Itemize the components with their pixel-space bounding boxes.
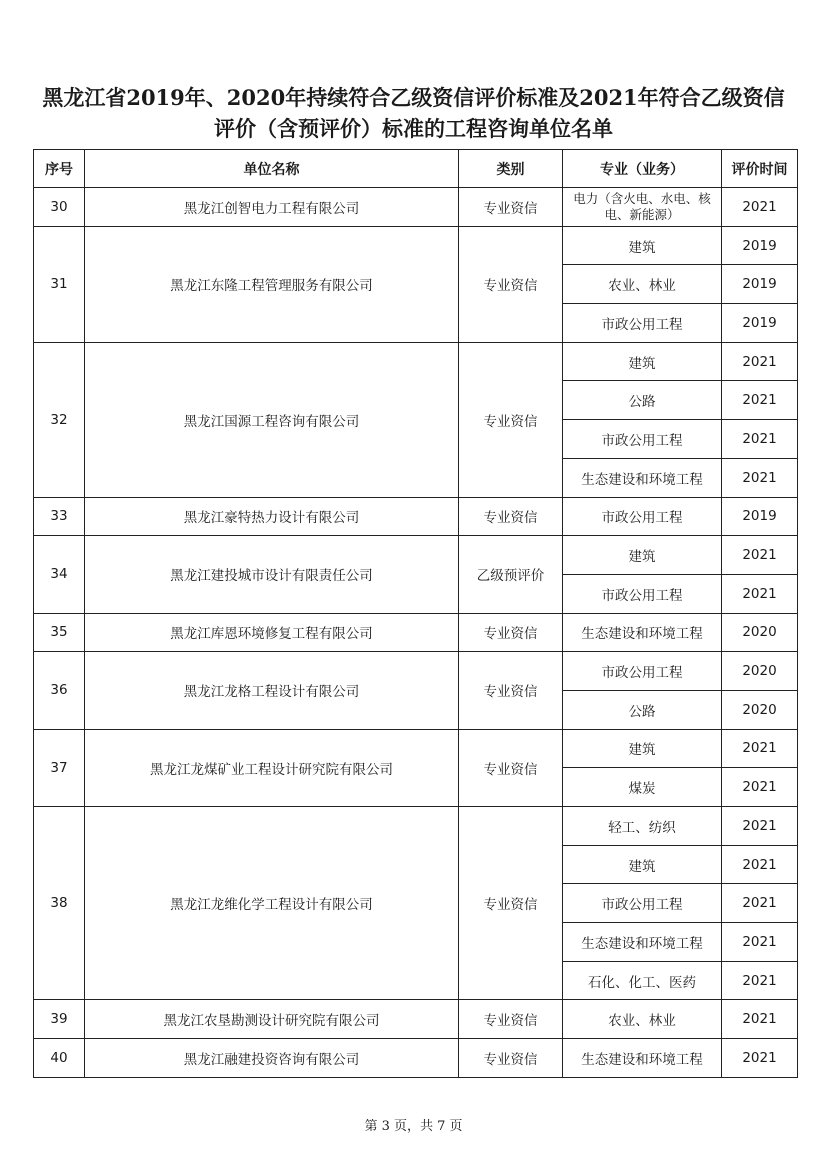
table-row — [34, 1039, 798, 1078]
cell-major: 市政公用工程 — [563, 652, 722, 691]
table-row — [34, 497, 798, 536]
cell-unit-name: 黑龙江融建投资咨询有限公司 — [85, 1039, 459, 1078]
cell-no: 37 — [34, 729, 85, 806]
table-header-row — [34, 150, 798, 188]
cell-major: 公路 — [563, 381, 722, 420]
cell-major: 生态建设和环境工程 — [563, 1039, 722, 1078]
table-row — [34, 188, 798, 227]
cell-year: 2021 — [722, 574, 798, 613]
cell-year: 2019 — [722, 226, 798, 265]
cell-year: 2021 — [722, 381, 798, 420]
table-body — [34, 188, 798, 1078]
cell-no: 39 — [34, 1000, 85, 1039]
cell-unit-name: 黑龙江东隆工程管理服务有限公司 — [85, 226, 459, 342]
cell-major: 生态建设和环境工程 — [563, 613, 722, 652]
cell-unit-name: 黑龙江龙维化学工程设计有限公司 — [85, 807, 459, 1000]
cell-major: 农业、林业 — [563, 265, 722, 304]
cell-unit-name: 黑龙江建投城市设计有限责任公司 — [85, 536, 459, 613]
cell-major: 轻工、纺织 — [563, 807, 722, 846]
cell-no: 40 — [34, 1039, 85, 1078]
header-major: 专业（业务） — [563, 150, 722, 188]
cell-unit-name: 黑龙江龙煤矿业工程设计研究院有限公司 — [85, 729, 459, 806]
table-row — [34, 342, 798, 381]
cell-year: 2021 — [722, 342, 798, 381]
cell-unit-name: 黑龙江农垦勘测设计研究院有限公司 — [85, 1000, 459, 1039]
cell-year: 2019 — [722, 265, 798, 304]
cell-year: 2020 — [722, 690, 798, 729]
cell-year: 2020 — [722, 652, 798, 691]
cell-major: 市政公用工程 — [563, 497, 722, 536]
cell-year: 2021 — [722, 420, 798, 459]
cell-major: 生态建设和环境工程 — [563, 458, 722, 497]
cell-unit-name: 黑龙江国源工程咨询有限公司 — [85, 342, 459, 497]
header-type: 类别 — [459, 150, 563, 188]
header-year: 评价时间 — [722, 150, 798, 188]
cell-no: 33 — [34, 497, 85, 536]
units-table — [33, 149, 798, 1078]
table-row — [34, 613, 798, 652]
cell-no: 31 — [34, 226, 85, 342]
table-row — [34, 807, 798, 846]
cell-year: 2021 — [722, 188, 798, 227]
title-line-2: 评价（含预评价）标准的工程咨询单位名单 — [214, 116, 613, 141]
cell-unit-name: 黑龙江创智电力工程有限公司 — [85, 188, 459, 227]
cell-no: 34 — [34, 536, 85, 613]
cell-year: 2021 — [722, 1039, 798, 1078]
table-row — [34, 729, 798, 768]
table-row — [34, 536, 798, 575]
cell-major: 市政公用工程 — [563, 884, 722, 923]
cell-type: 专业资信 — [459, 807, 563, 1000]
cell-major: 建筑 — [563, 226, 722, 265]
cell-year: 2021 — [722, 845, 798, 884]
page-title — [30, 82, 797, 144]
cell-major: 农业、林业 — [563, 1000, 722, 1039]
cell-year: 2021 — [722, 961, 798, 1000]
table-row — [34, 226, 798, 265]
cell-major: 建筑 — [563, 845, 722, 884]
cell-major: 市政公用工程 — [563, 304, 722, 343]
cell-major: 电力（含火电、水电、核电、新能源） — [563, 188, 722, 227]
cell-year: 2021 — [722, 884, 798, 923]
cell-year: 2021 — [722, 923, 798, 962]
cell-major: 石化、化工、医药 — [563, 961, 722, 1000]
cell-type: 专业资信 — [459, 342, 563, 497]
cell-type: 专业资信 — [459, 1039, 563, 1078]
cell-type: 专业资信 — [459, 226, 563, 342]
cell-year: 2019 — [722, 497, 798, 536]
table-row — [34, 1000, 798, 1039]
cell-major: 生态建设和环境工程 — [563, 923, 722, 962]
cell-unit-name: 黑龙江库恩环境修复工程有限公司 — [85, 613, 459, 652]
cell-type: 专业资信 — [459, 652, 563, 729]
cell-year: 2021 — [722, 1000, 798, 1039]
cell-no: 32 — [34, 342, 85, 497]
cell-year: 2021 — [722, 768, 798, 807]
cell-unit-name: 黑龙江豪特热力设计有限公司 — [85, 497, 459, 536]
cell-major: 建筑 — [563, 342, 722, 381]
cell-no: 36 — [34, 652, 85, 729]
cell-major: 建筑 — [563, 729, 722, 768]
cell-major: 市政公用工程 — [563, 574, 722, 613]
cell-no: 35 — [34, 613, 85, 652]
cell-type: 专业资信 — [459, 188, 563, 227]
cell-type: 专业资信 — [459, 729, 563, 806]
cell-type: 专业资信 — [459, 497, 563, 536]
cell-year: 2021 — [722, 807, 798, 846]
cell-year: 2020 — [722, 613, 798, 652]
cell-year: 2021 — [722, 458, 798, 497]
cell-no: 38 — [34, 807, 85, 1000]
cell-unit-name: 黑龙江龙格工程设计有限公司 — [85, 652, 459, 729]
cell-type: 乙级预评价 — [459, 536, 563, 613]
table-row — [34, 652, 798, 691]
cell-no: 30 — [34, 188, 85, 227]
cell-major: 市政公用工程 — [563, 420, 722, 459]
cell-major: 公路 — [563, 690, 722, 729]
cell-year: 2021 — [722, 536, 798, 575]
cell-type: 专业资信 — [459, 1000, 563, 1039]
cell-major: 建筑 — [563, 536, 722, 575]
header-name: 单位名称 — [85, 150, 459, 188]
cell-type: 专业资信 — [459, 613, 563, 652]
cell-year: 2019 — [722, 304, 798, 343]
cell-major: 煤炭 — [563, 768, 722, 807]
cell-year: 2021 — [722, 729, 798, 768]
page-footer: 第 3 页，共 7 页 — [364, 1119, 463, 1134]
header-no: 序号 — [34, 150, 85, 188]
title-line-1: 黑龙江省2019年、2020年持续符合乙级资信评价标准及2021年符合乙级资信 — [42, 85, 785, 110]
